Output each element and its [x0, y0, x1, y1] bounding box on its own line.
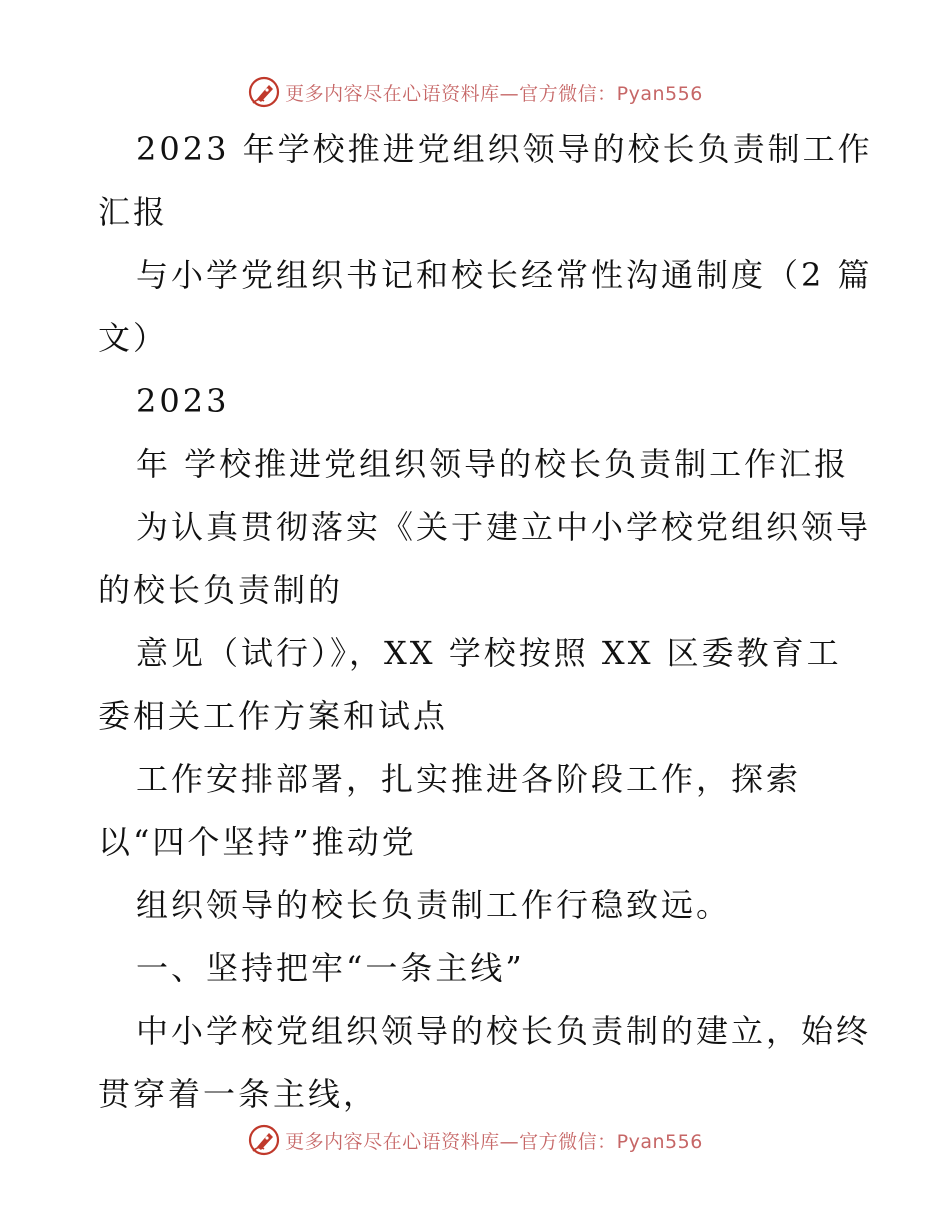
- paragraph-line: 委相关工作方案和试点: [98, 697, 449, 735]
- doc-subtitle-line-1: 与小学党组织书记和校长经常性沟通制度（2 篇: [136, 256, 873, 294]
- paragraph-line: 组织领导的校长负责制工作行稳致远。: [136, 886, 732, 924]
- header-watermark-banner: [0, 72, 950, 112]
- doc-year-line: 2023: [136, 382, 230, 420]
- paragraph-line: 以“四个坚持”推动党: [98, 823, 417, 861]
- pen-nib-logo-icon: [247, 1123, 281, 1157]
- document-body: [98, 118, 873, 1126]
- paragraph-line: 贯穿着一条主线，: [98, 1075, 379, 1113]
- paragraph-line: 为认真贯彻落实《关于建立中小学校党组织领导: [136, 508, 872, 546]
- doc-title-line-1: 2023 年学校推进党组织领导的校长负责制工作: [136, 130, 873, 168]
- section-heading: 一、坚持把牢“一条主线”: [136, 949, 525, 987]
- pen-nib-logo-icon: [247, 75, 281, 109]
- watermark-text: 更多内容尽在心语资料库—官方微信：Pyan556: [285, 82, 703, 105]
- doc-heading-line: 年 学校推进党组织领导的校长负责制工作汇报: [136, 445, 850, 483]
- footer-watermark-banner: [0, 1120, 950, 1160]
- paragraph-line: 意见（试行）》，XX 学校按照 XX 区委教育工: [136, 634, 842, 672]
- doc-title-line-2: 汇报: [98, 193, 169, 231]
- watermark-text: 更多内容尽在心语资料库—官方微信：Pyan556: [285, 1130, 703, 1153]
- doc-subtitle-line-2: 文）: [98, 319, 169, 357]
- paragraph-line: 的校长负责制的: [98, 571, 344, 609]
- paragraph-line: 中小学校党组织领导的校长负责制的建立，始终: [136, 1012, 872, 1050]
- paragraph-line: 工作安排部署，扎实推进各阶段工作，探索: [136, 760, 802, 798]
